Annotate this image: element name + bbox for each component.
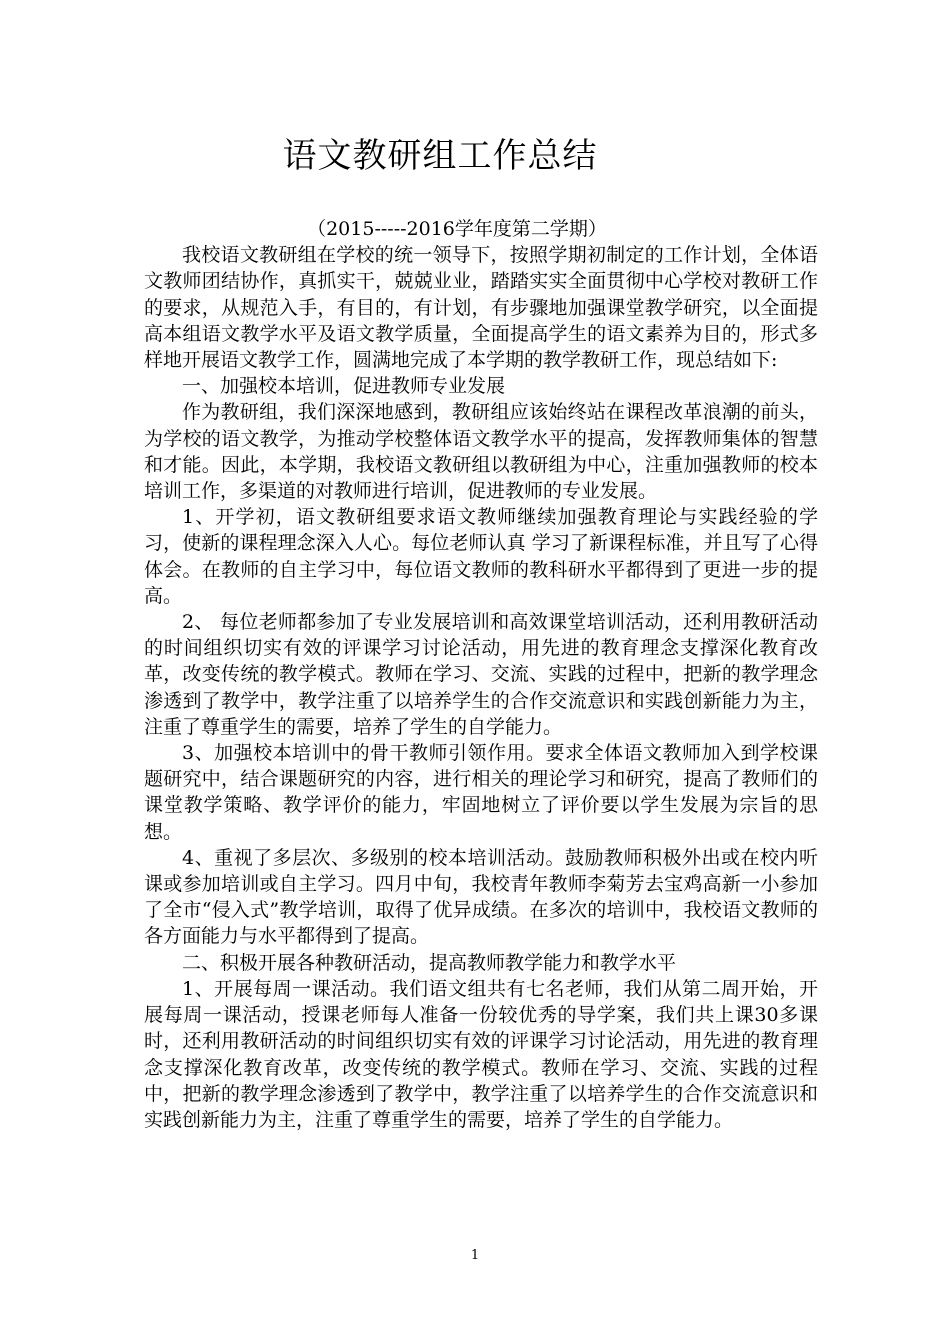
body-paragraph: 4、重视了多层次、多级别的校本培训活动。鼓励教师积极外出或在校内听课或参加培训或自主学习。四月中旬，我校青年教师李菊芳去宝鸡高新一小参加了全市“侵入式”教学培训，取得了优异成绩。在多次的培训中，我校语文教师的各方面能力与水平都得到了提高。 bbox=[144, 846, 818, 948]
document-body bbox=[144, 216, 818, 1133]
section-heading-1: 一、加强校本培训，促进教师专业发展 bbox=[182, 375, 506, 398]
body-paragraph: 作为教研组，我们深深地感到，教研组应该始终站在课程改革浪潮的前头，为学校的语文教学，为推动学校整体语文教学水平的提高，发挥教师集体的智慧和才能。因此，本学期，我校语文教研组以教研组为中心，注重加强教师的校本培训工作，多渠道的对教师进行培训，促进教师的专业发展。 bbox=[144, 401, 818, 503]
intro-paragraph: 我校语文教研组在学校的统一领导下，按照学期初制定的工作计划，全体语文教师团结协作，真抓实干，兢兢业业，踏踏实实全面贯彻中心学校对教研工作的要求，从规范入手，有目的，有计划，有步骤地加强课堂教学研究，以全面提高本组语文教学水平及语文教学质量，全面提高学生的语文素养为目的，形式多样地开展语文教学工作，圆满地完成了本学期的教学教研工作，现总结如下: bbox=[144, 244, 818, 372]
section-heading-2: 二、积极开展各种教研活动，提高教师教学能力和教学水平 bbox=[182, 951, 677, 974]
body-paragraph: 2、 每位老师都参加了专业发展培训和高效课堂培训活动，还利用教研活动的时间组织切实有效的评课学习讨论活动，用先进的教育理念支撑深化教育改革，改变传统的教学模式。教师在学习、交流、实践的过程中，把新的教学理念渗透到了教学中，教学注重了以培养学生的合作交流意识和实践创新能力为主，注重了尊重学生的需要，培养了学生的自学能力。 bbox=[144, 611, 818, 738]
body-paragraph: 3、加强校本培训中的骨干教师引领作用。要求全体语文教师加入到学校课题研究中，结合课题研究的内容，进行相关的理论学习和研究，提高了教师们的课堂教学策略、教学评价的能力，牢固地树立了评价要以学生发展为宗旨的思想。 bbox=[144, 742, 818, 843]
document-subtitle: （2015-----2016学年度第二学期） bbox=[307, 218, 607, 240]
page-number: 1 bbox=[470, 1248, 480, 1263]
body-paragraph: 1、开学初，语文教研组要求语文教师继续加强教育理论与实践经验的学习，使新的课程理念深入人心。每位老师认真 学习了新课程标准，并且写了心得体会。在教师的自主学习中，每位语文教师的教科研水平都得到了更进一步的提高。 bbox=[144, 506, 818, 607]
document-title: 语文教研组工作总结 bbox=[282, 136, 598, 176]
body-paragraph: 1、开展每周一课活动。我们语文组共有七名老师，我们从第二周开始，开展每周一课活动，授课老师每人准备一份较优秀的导学案，我们共上课30多课时，还利用教研活动的时间组织切实有效的评课学习讨论活动，用先进的教育理念支撑深化教育改革，改变传统的教学模式。教师在学习、交流、实践的过程中，把新的教学理念渗透到了教学中，教学注重了以培养学生的合作交流意识和实践创新能力为主，注重了尊重学生的需要，培养了学生的自学能力。 bbox=[144, 977, 818, 1131]
